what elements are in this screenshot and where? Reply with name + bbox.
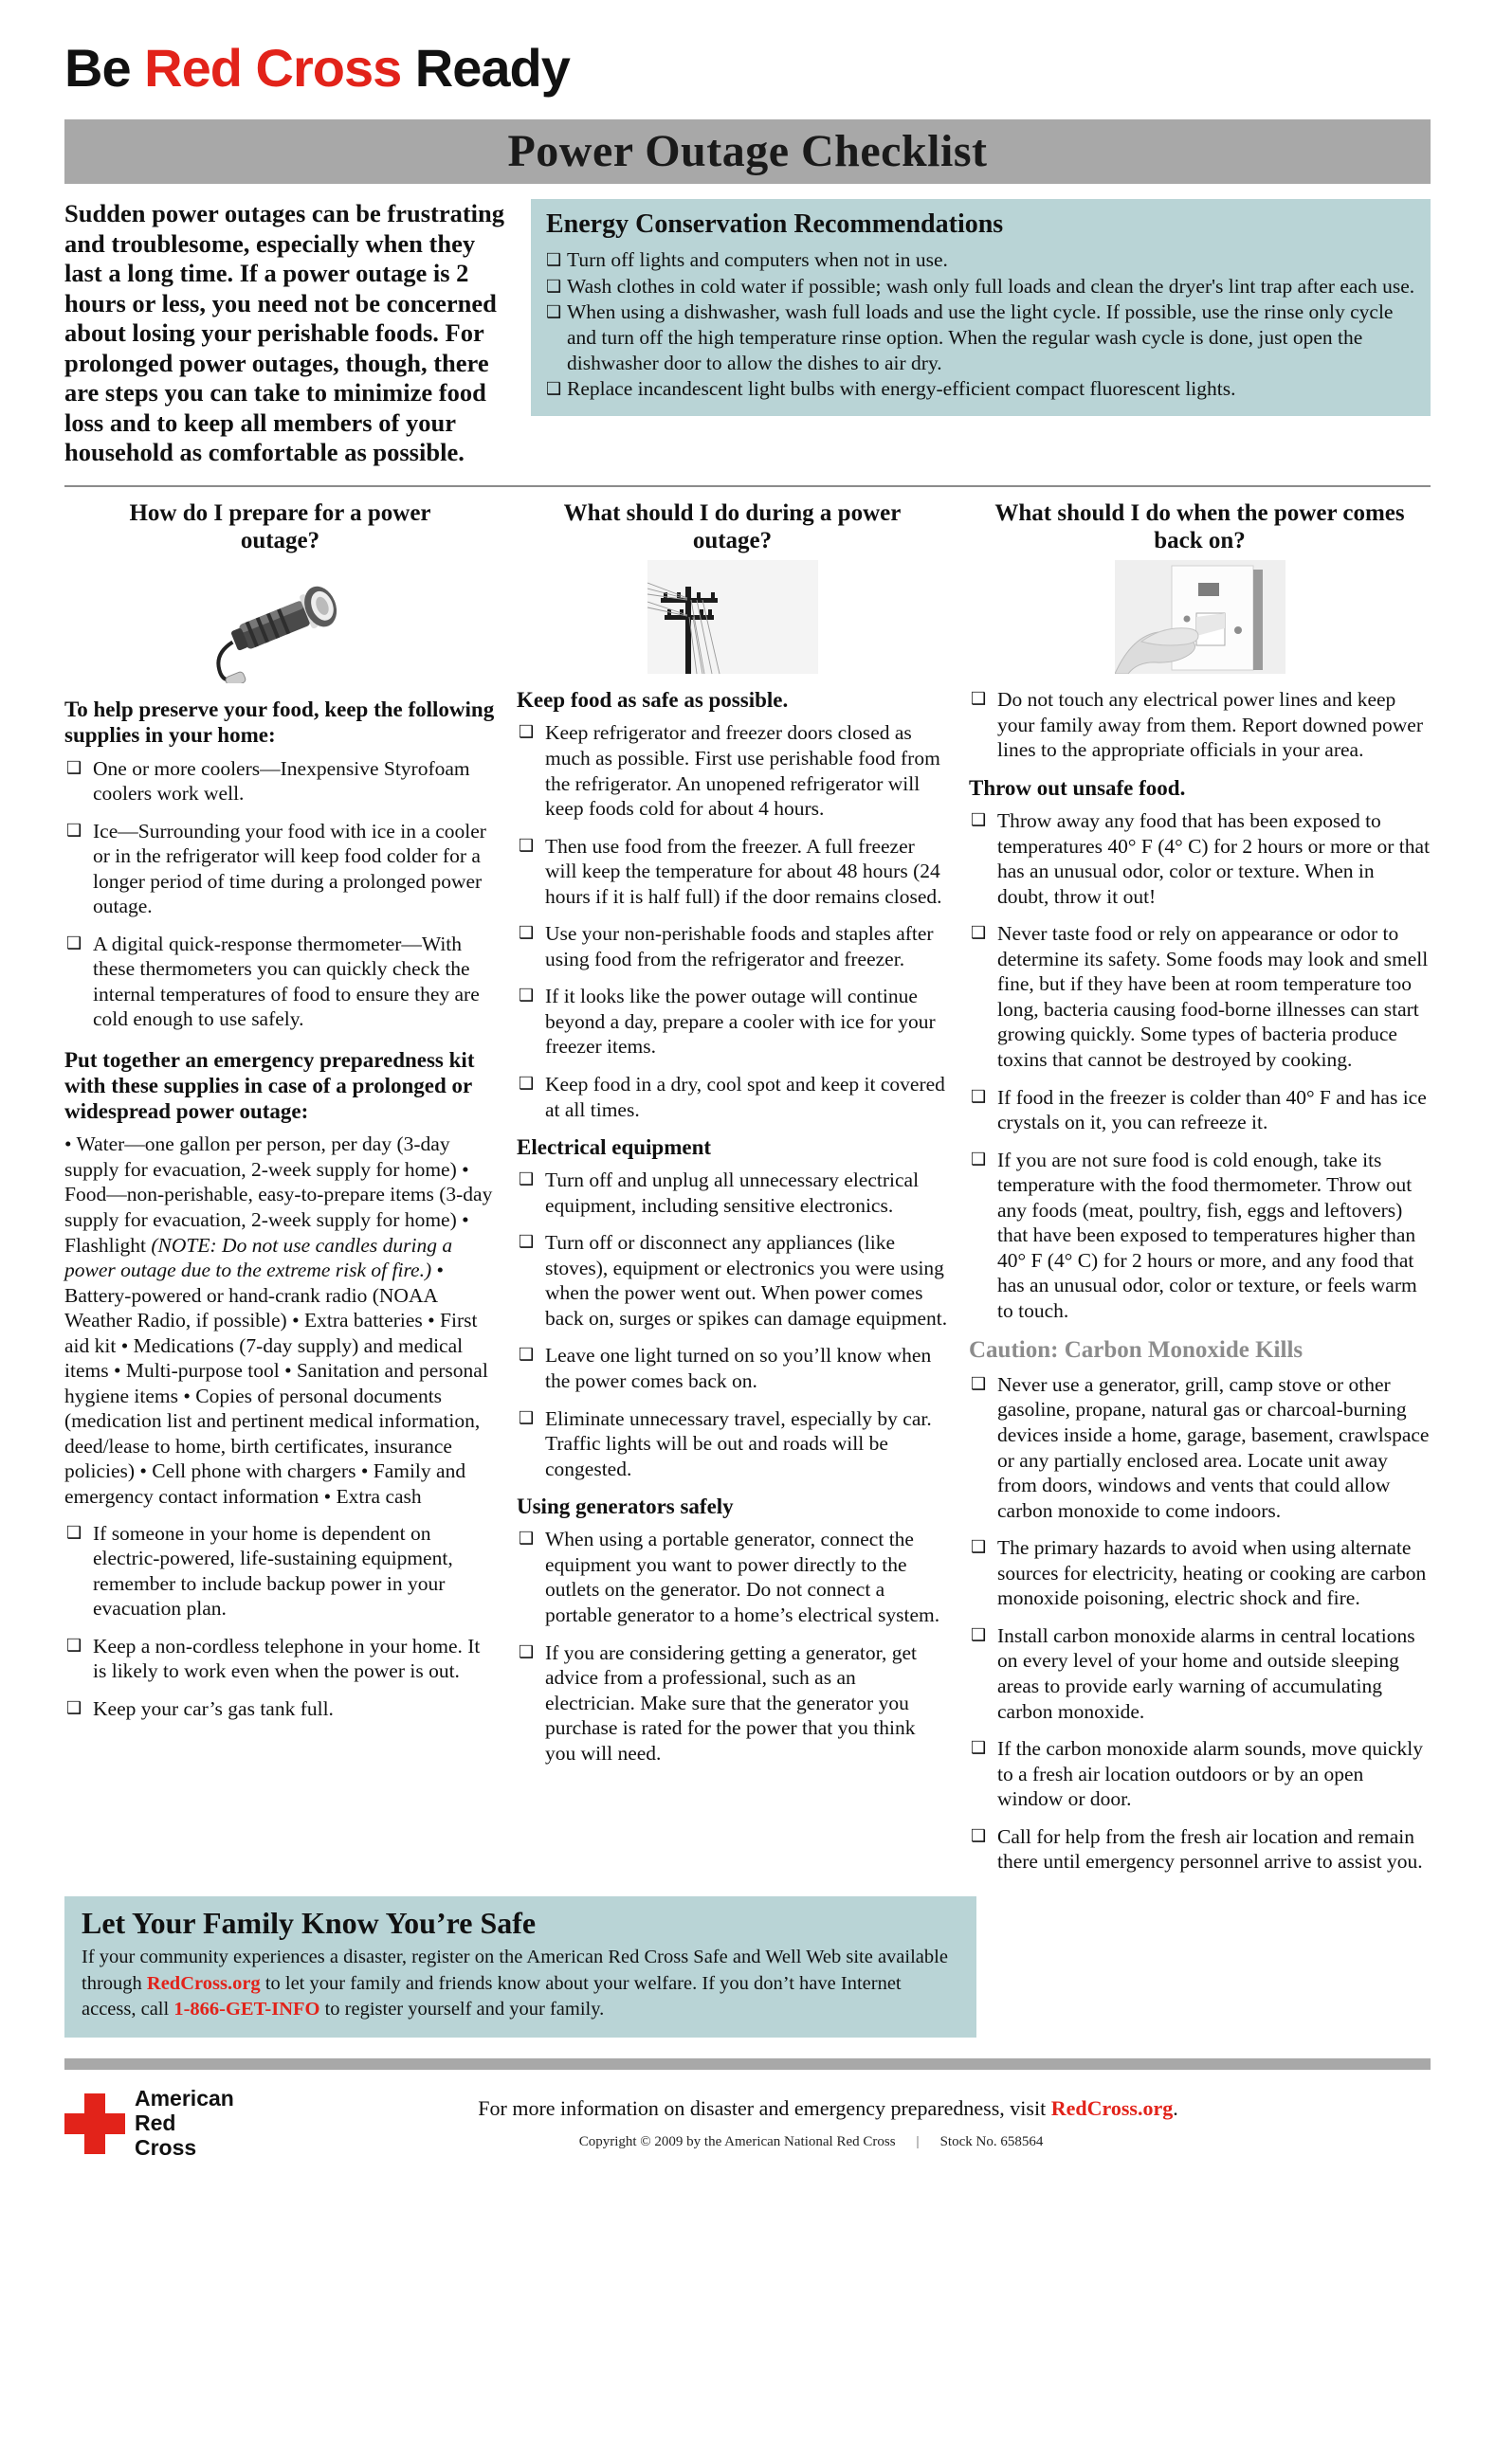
footer-info-block [226, 2087, 1431, 2150]
horizontal-divider [64, 485, 1431, 487]
copyright-text: Copyright © 2009 by the American National Red Cross [578, 2134, 896, 2150]
list-power-lines [969, 687, 1431, 763]
column-heading-during: What should I do during a power outage? [563, 499, 902, 553]
org-name-line-1: American [135, 2086, 234, 2111]
list-item: ❑ If you are not sure food is cold enough, take its temperature with the food thermometer. Throw out any foods (meat, poultry, fish, eggs and leftovers) that have been exposed to temperatures higher than 40° F (4° C) for 2 hours or more, and any food that has an unusual odor, color or texture, or feels warm to touch. [969, 1148, 1431, 1324]
american-red-cross-logo [64, 2086, 234, 2160]
list-keep-food-safe [517, 720, 948, 1122]
list-item: ❑ If you are considering getting a generator, get advice from a professional, such as an electrician. Make sure that the generator you purchase is rated for the power that you think you will need. [517, 1640, 948, 1766]
safe-and-well-box [64, 1896, 976, 2038]
kit-text-post: • Battery-powered or hand-crank radio (NOAA Weather Radio, if possible) • Extra batteries • First aid kit • Medications (7-day supply) and medical items • Multi-purpose tool • Sanitation and personal hygiene items • Copies of personal documents (medication list and pertinent medical information, deed/lease to home, birth certificates, insurance policies) • Cell phone with chargers • Family and emergency contact information • Extra cash [64, 1259, 488, 1509]
list-item: ❑ Never use a generator, grill, camp stove or other gasoline, propane, natural gas or charcoal-burning devices inside a home, garage, basement, crawlspace or any partially enclosed area. Locate unit away from doors, windows and vents that could allow carbon monoxide to come indoors. [969, 1372, 1431, 1523]
light-switch-photo [1115, 560, 1285, 674]
kit-text-pre: • Water—one gallon per person, per day (3-day supply for evacuation, 2-week supply for home) • Food—non-perishable, easy-to-prepare items (3-day supply for evacuation, 2-week supply for home) • Flashlight [64, 1132, 493, 1257]
column-heading-prepare: How do I prepare for a power outage? [129, 499, 431, 553]
footer-redcross-org-link[interactable]: RedCross.org [1050, 2096, 1174, 2121]
page-title-bar [64, 119, 1431, 184]
kit-note-italic: (NOTE: Do not use candles during a power outage due to the extreme risk of fire.) [64, 1233, 453, 1282]
list-emergency-kit-extras [64, 1521, 496, 1722]
list-item: ❑ Never taste food or rely on appearance or odor to determine its safety. Some foods may look and smell fine, but if they have been at room temperature too long, bacteria causing food-borne illnesses can start growing quickly. Some types of bacteria produce toxins that cannot be destroyed by cooking. [969, 921, 1431, 1072]
list-item: ❑ Keep refrigerator and freezer doors closed as much as possible. First use perishable food from the refrigerator. An unopened refrigerator will keep foods cold for about 4 hours. [517, 720, 948, 821]
list-item: ❑ Throw away any food that has been exposed to temperatures 40° F (4° C) for 2 hours or more or that has an unusual odor, color or texture. When in doubt, throw it out! [969, 808, 1431, 909]
column-heading-after: What should I do when the power comes back on? [994, 499, 1405, 553]
redcross-org-link[interactable]: RedCross.org [146, 1972, 261, 1994]
section-heading-throw-out-unsafe-food: Throw out unsafe food. [969, 775, 1186, 800]
column-during [517, 500, 948, 1778]
list-using-generators [517, 1527, 948, 1766]
copyright-line [226, 2134, 1431, 2150]
list-item: ❑ Keep food in a dry, cool spot and keep it covered at all times. [517, 1072, 948, 1122]
red-cross-icon [64, 2093, 125, 2154]
power-pole-photo [647, 560, 818, 674]
flashlight-photo [181, 560, 380, 683]
list-item: ❑ Turn off lights and computers when not in use. [546, 247, 1415, 273]
content-columns [64, 500, 1431, 1887]
emergency-kit-supplies-paragraph [64, 1132, 496, 1509]
list-item: ❑ Replace incandescent light bulbs with energy-efficient compact fluorescent lights. [546, 376, 1415, 402]
masthead-red-cross: Red Cross [144, 38, 402, 98]
org-name [135, 2087, 234, 2160]
footer-info-period: . [1173, 2096, 1178, 2121]
org-name-line-2: Red Cross [135, 2110, 197, 2160]
safe-text-3: to register yourself and your family. [319, 1998, 605, 2020]
masthead-ready: Ready [401, 38, 570, 98]
intro-paragraph-block [64, 199, 510, 468]
section-heading-carbon-monoxide: Caution: Carbon Monoxide Kills [969, 1337, 1304, 1364]
list-item: ❑ When using a portable generator, connect the equipment you want to power directly to the outlets on the generator. Do not connect a portable generator to a home’s electrical system. [517, 1527, 948, 1627]
section-heading-keep-food-safe: Keep food as safe as possible. [517, 688, 789, 713]
list-item: ❑ Install carbon monoxide alarms in central locations on every level of your home and outside sleeping areas to provide early warning of accumulating carbon monoxide. [969, 1623, 1431, 1724]
safe-text-1: If your community experiences a disaster, register on the American Red Cross Safe and Well Web site available through [82, 1947, 948, 1994]
energy-conservation-list [546, 247, 1415, 401]
safe-and-well-heading: Let Your Family Know You’re Safe [82, 1905, 537, 1940]
list-item: ❑ The primary hazards to avoid when using alternate sources for electricity, heating or cooking are carbon monoxide poisoning, electric shock and fire. [969, 1535, 1431, 1611]
list-item: ❑ Turn off and unplug all unnecessary electrical equipment, including sensitive electronics. [517, 1168, 948, 1218]
list-item: ❑ A digital quick-response thermometer—With these thermometers you can quickly check the internal temperatures of food to ensure they are cold enough to use safely. [64, 932, 496, 1032]
intro-paragraph: Sudden power outages can be frustrating and troublesome, especially when they last a long time. If a power outage is 2 hours or less, you need not be concerned about losing your perishable foods. For prolonged power outages, though, there are steps you can take to minimize food loss and to keep all members of your household as comfortable as possible. [64, 199, 505, 467]
list-item: ❑ Use your non-perishable foods and staples after using food from the refrigerator and freezer. [517, 921, 948, 971]
list-item: ❑ When using a dishwasher, wash full loads and use the light cycle. If possible, use the rinse only cycle and turn off the high temperature rinse option. When the regular wash cycle is done, just open the dishwasher door to allow the dishes to air dry. [546, 299, 1415, 375]
list-item: ❑ Keep a non-cordless telephone in your home. It is likely to work even when the power is out. [64, 1634, 496, 1684]
list-item: ❑ If the carbon monoxide alarm sounds, move quickly to a fresh air location outdoors or by an open window or door. [969, 1736, 1431, 1812]
cross-vertical-bar [84, 2093, 105, 2154]
list-item: ❑ Then use food from the freezer. A full freezer will keep the temperature for about 48 hours (24 hours if it is half full) if the door remains closed. [517, 834, 948, 910]
safe-text-2: to let your family and friends know about your welfare. If you don’t have Internet access, call [82, 1972, 902, 2020]
list-item: ❑ Eliminate unnecessary travel, especially by car. Traffic lights will be out and roads will be congested. [517, 1406, 948, 1482]
phone-number-link[interactable]: 1-866-GET-INFO [173, 1998, 320, 2020]
column-prepare [64, 500, 496, 1734]
list-item: ❑ If food in the freezer is colder than 40° F and has ice crystals on it, you can refreeze it. [969, 1085, 1431, 1135]
section-heading-electrical-equipment: Electrical equipment [517, 1135, 712, 1160]
energy-conservation-heading: Energy Conservation Recommendations [546, 209, 1004, 239]
list-item: ❑ Ice—Surrounding your food with ice in a cooler or in the refrigerator will keep food colder for a longer period of time during a prolonged power outage. [64, 819, 496, 919]
list-item: ❑ If it looks like the power outage will continue beyond a day, prepare a cooler with ice for your freezer items. [517, 984, 948, 1060]
intro-row [64, 199, 1431, 468]
list-item: ❑ Leave one light turned on so you’ll know when the power comes back on. [517, 1343, 948, 1393]
list-throw-out-unsafe-food [969, 808, 1431, 1323]
energy-conservation-box [531, 199, 1431, 416]
safe-and-well-text [82, 1945, 959, 2022]
list-preserve-food [64, 756, 496, 1032]
footer-divider-bar [64, 2058, 1431, 2070]
footer [64, 2087, 1431, 2160]
list-electrical-equipment [517, 1168, 948, 1481]
column-after [969, 500, 1431, 1887]
list-item: ❑ If someone in your home is dependent on electric-powered, life-sustaining equipment, remember to include backup power in your evacuation plan. [64, 1521, 496, 1622]
list-item: ❑ Keep your car’s gas tank full. [64, 1696, 496, 1722]
stock-number: Stock No. 658564 [939, 2134, 1044, 2150]
list-item: ❑ Wash clothes in cold water if possible; wash only full loads and clean the dryer's lint trap after each use. [546, 274, 1415, 299]
section-heading-emergency-kit: Put together an emergency preparedness kit with these supplies in case of a prolonged or widespread power outage: [64, 1048, 475, 1124]
list-item: ❑ Turn off or disconnect any appliances (like stoves), equipment or electronics you were using when the power went out. When power comes back on, surges or spikes can damage equipment. [517, 1230, 948, 1331]
copyright-separator: | [916, 2134, 920, 2150]
list-item: ❑ Do not touch any electrical power lines and keep your family away from them. Report downed power lines to the appropriate officials in your area. [969, 687, 1431, 763]
list-item: ❑ One or more coolers—Inexpensive Styrofoam coolers work well. [64, 756, 496, 806]
list-item: ❑ Call for help from the fresh air location and remain there until emergency personnel arrive to assist you. [969, 1824, 1431, 1875]
footer-info-line [226, 2096, 1431, 2121]
page-title: Power Outage Checklist [507, 126, 988, 176]
section-heading-using-generators: Using generators safely [517, 1495, 734, 1519]
be-red-cross-ready-logo [64, 38, 1431, 98]
footer-info-text: For more information on disaster and emergency preparedness, visit [478, 2096, 1051, 2121]
list-carbon-monoxide [969, 1372, 1431, 1875]
section-heading-preserve-food: To help preserve your food, keep the following supplies in your home: [64, 698, 495, 748]
masthead-be: Be [64, 38, 145, 98]
masthead [64, 0, 1431, 112]
